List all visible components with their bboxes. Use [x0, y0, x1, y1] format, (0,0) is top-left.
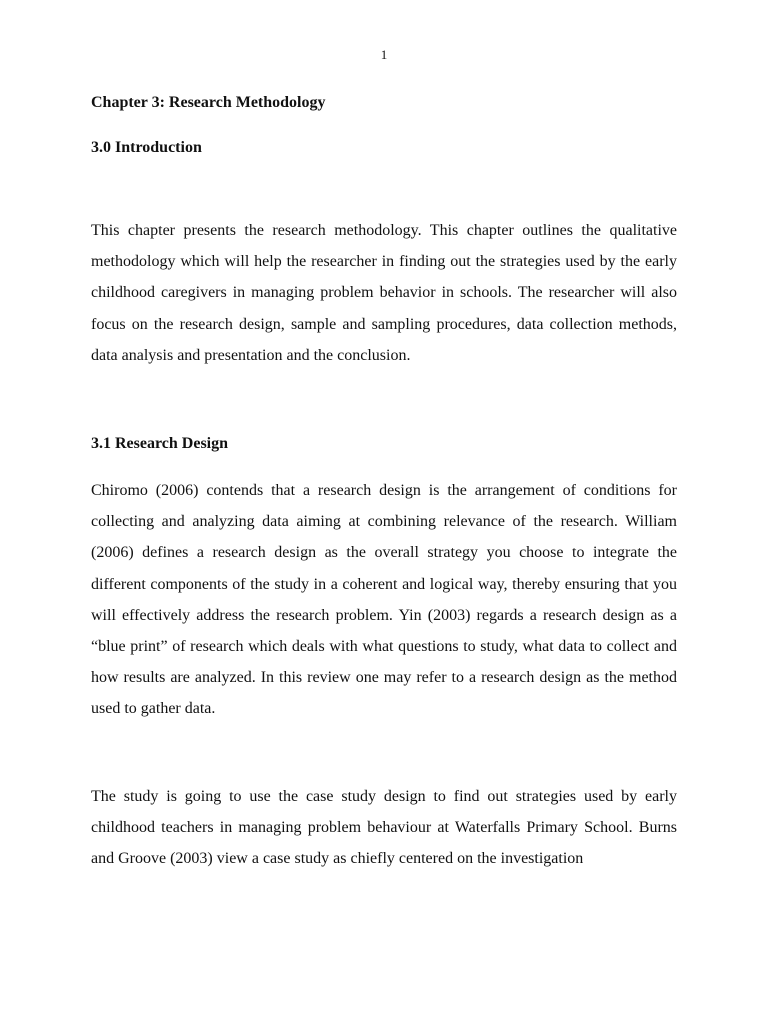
page-content: [91, 93, 677, 874]
research-design-paragraph: Chiromo (2006) contends that a research design is the arrangement of conditions for collecting and analyzing data aiming at combining relevance of the research. William (2006) defines a research design as the overall strategy you choose to integrate the different components of the study in a coherent and logical way, thereby ensuring that you will effectively address the research problem. Yin (2003) regards a research design as a “blue print” of research which deals with what questions to study, what data to collect and how results are analyzed. In this review one may refer to a research design as the method used to gather data.: [91, 482, 677, 718]
case-study-paragraph: The study is going to use the case study design to find out strategies used by early childhood teachers in managing problem behaviour at Waterfalls Primary School. Burns and Groove (2003) view a case study as chiefly centered on the investigation: [91, 787, 677, 868]
page-number: 1: [380, 47, 388, 62]
chapter-title: Chapter 3: Research Methodology: [91, 94, 326, 111]
section-heading-introduction: 3.0 Introduction: [91, 139, 202, 156]
section-heading-research-design: 3.1 Research Design: [91, 435, 229, 453]
introduction-paragraph: This chapter presents the research methodology. This chapter outlines the qualitative methodology which will help the researcher in finding out the strategies used by the early childhood caregivers in managing problem behavior in schools. The researcher will also focus on the research design, sample and sampling procedures, data collection methods, data analysis and presentation and the conclusion.: [91, 222, 677, 364]
